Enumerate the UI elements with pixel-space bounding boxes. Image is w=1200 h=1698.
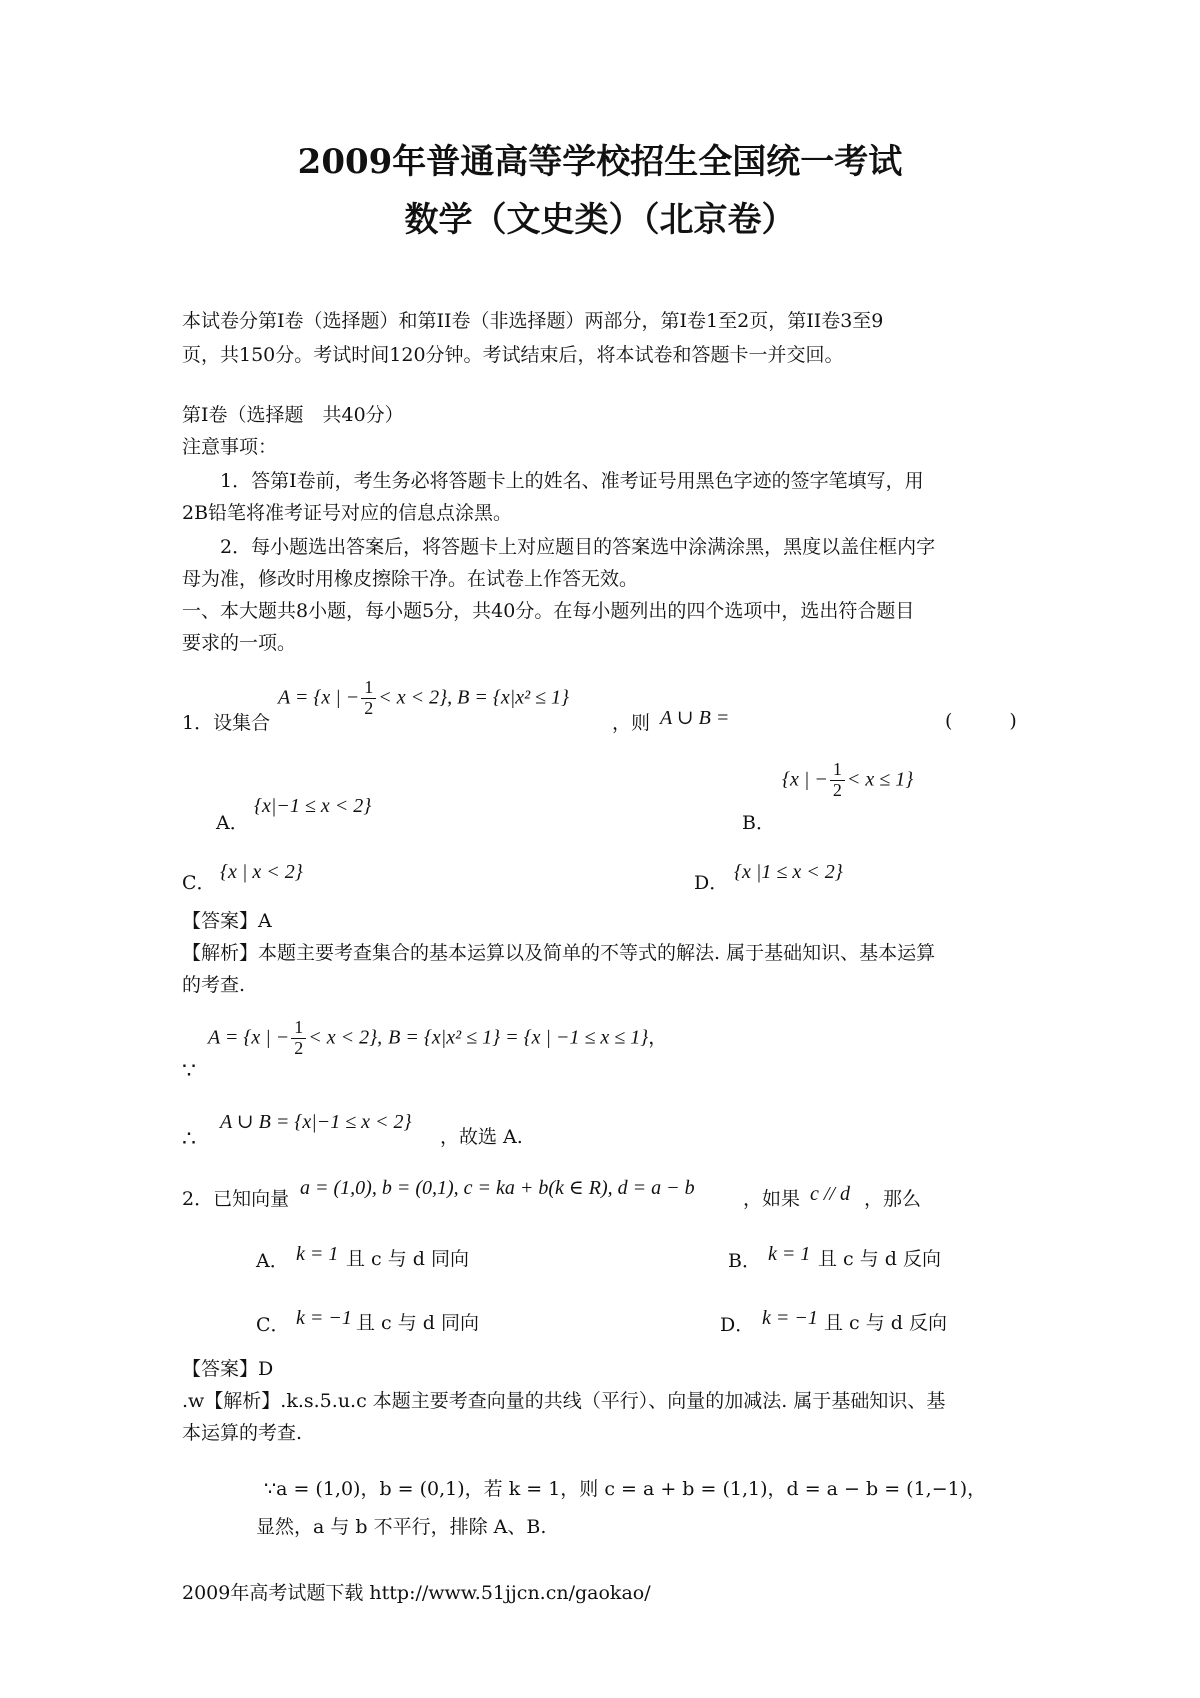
q1-option-a-label: A． [216, 812, 249, 834]
intro-line-1: 本试卷分第I卷（选择题）和第II卷（非选择题）两部分，第I卷1至2页，第II卷3至9 [182, 310, 884, 332]
page-footer: 2009年高考试题下载 http://www.51jjcn.cn/gaokao/ [182, 1582, 651, 1604]
q1-answer-bracket: ( ) [945, 710, 1017, 732]
q2-option-b-label: B． [728, 1250, 761, 1272]
part1-line-2: 要求的一项。 [182, 632, 297, 654]
q1-option-c-label: C． [182, 872, 216, 894]
q1-fraction: $\frac{1}{2}$ [361, 678, 376, 719]
q2-prefix: 2．已知向量 [182, 1188, 290, 1210]
q2-condition: c // d [810, 1183, 850, 1205]
q1-solution-line-2: A ∪ B = {x|−1 ≤ x < 2} [220, 1111, 412, 1133]
notice-heading: 注意事项： [182, 436, 278, 458]
q1-solution-end: ，故选 A. [440, 1126, 523, 1148]
q2-answer: 【答案】D [182, 1358, 274, 1380]
q1-option-b: {x | − $\frac{1}{2}$ < x ≤ 1} [782, 759, 914, 800]
q1-option-d-label: D． [694, 872, 729, 894]
q2-option-d-label: D． [720, 1314, 755, 1336]
intro-line-2: 页，共150分。考试时间120分钟。考试结束后，将本试卷和答题卡一并交回。 [182, 344, 844, 366]
q1-analysis-line-2: 的考查. [182, 974, 246, 996]
q2-option-b-text: 且 c 与 d 反向 [818, 1248, 941, 1270]
because-symbol: ∵ [182, 1059, 196, 1084]
q2-option-c-text: 且 c 与 d 同向 [356, 1312, 479, 1334]
q1-set-expression [278, 678, 569, 719]
q1-answer: 【答案】A [182, 910, 272, 932]
q2-option-d-k: k = −1 [762, 1307, 818, 1329]
q2-option-c-k: k = −1 [296, 1307, 352, 1329]
q2-analysis-line-2: 本运算的考查. [182, 1422, 303, 1444]
q2-option-a-text: 且 c 与 d 同向 [346, 1248, 469, 1270]
q2-option-c-label: C． [256, 1314, 290, 1336]
q2-solution-line-2: 显然，a 与 b 不平行，排除 A、B. [256, 1516, 547, 1538]
notice-1-line-1: 1．答第I卷前，考生务必将答题卡上的姓名、准考证号用黑色字迹的签字笔填写，用 [220, 470, 924, 492]
notice-1-line-2: 2B铅笔将准考证号对应的信息点涂黑。 [182, 502, 513, 524]
q2-solution-line-1: ∵a = (1,0)，b = (0,1)，若 k = 1，则 c = a + b = (1,1)，d = a − b = (1,−1)， [264, 1478, 987, 1500]
page-title: 2009年普通高等学校招生全国统一考试 [297, 142, 903, 182]
therefore-symbol: ∴ [182, 1127, 196, 1152]
q1-option-a: {x|−1 ≤ x < 2} [254, 795, 372, 817]
q2-then: ，那么 [864, 1188, 922, 1210]
q1-union: A ∪ B = [660, 707, 730, 729]
notice-2-line-2: 母为准，修改时用橡皮擦除干净。在试卷上作答无效。 [182, 568, 639, 590]
part1-line-1: 一、本大题共8小题，每小题5分，共40分。在每小题列出的四个选项中，选出符合题目 [182, 600, 915, 622]
section-heading: 第I卷（选择题 共40分） [182, 404, 404, 426]
q2-option-d-text: 且 c 与 d 反向 [824, 1312, 947, 1334]
q2-option-a-k: k = 1 [296, 1243, 339, 1265]
q1-option-c: {x | x < 2} [220, 861, 303, 883]
q1-setA-pre: A = {x | − [278, 686, 360, 709]
q1-solution-line-1: A = {x | − $\frac{1}{2}$ < x < 2}, B = {x|x² ≤ 1} = {x | −1 ≤ x ≤ 1}， [208, 1017, 668, 1058]
q2-if: ，如果 [743, 1188, 801, 1210]
q1-prefix: 1．设集合 [182, 712, 271, 734]
q1-option-b-label: B． [742, 812, 775, 834]
notice-2-line-1: 2．每小题选出答案后，将答题卡上对应题目的答案选中涂满涂黑，黑度以盖住框内字 [220, 536, 936, 558]
page-subtitle: 数学（文史类）（北京卷） [404, 200, 796, 240]
q1-option-d: {x |1 ≤ x < 2} [734, 861, 843, 883]
q2-option-b-k: k = 1 [768, 1243, 811, 1265]
q1-analysis-line-1: 【解析】本题主要考查集合的基本运算以及简单的不等式的解法. 属于基础知识、基本运算 [182, 942, 936, 964]
q2-analysis-line-1: .w【解析】.k.s.5.u.c 本题主要考查向量的共线（平行）、向量的加减法. 属于基础知识、基 [182, 1390, 946, 1412]
q2-option-a-label: A． [256, 1250, 289, 1272]
q1-then: ，则 [612, 712, 651, 734]
q2-expression: a = (1,0), b = (0,1), c = ka + b(k ∈ R), d = a − b [300, 1177, 695, 1199]
q1-setA-post: < x < 2}, B = {x|x² ≤ 1} [378, 686, 570, 709]
